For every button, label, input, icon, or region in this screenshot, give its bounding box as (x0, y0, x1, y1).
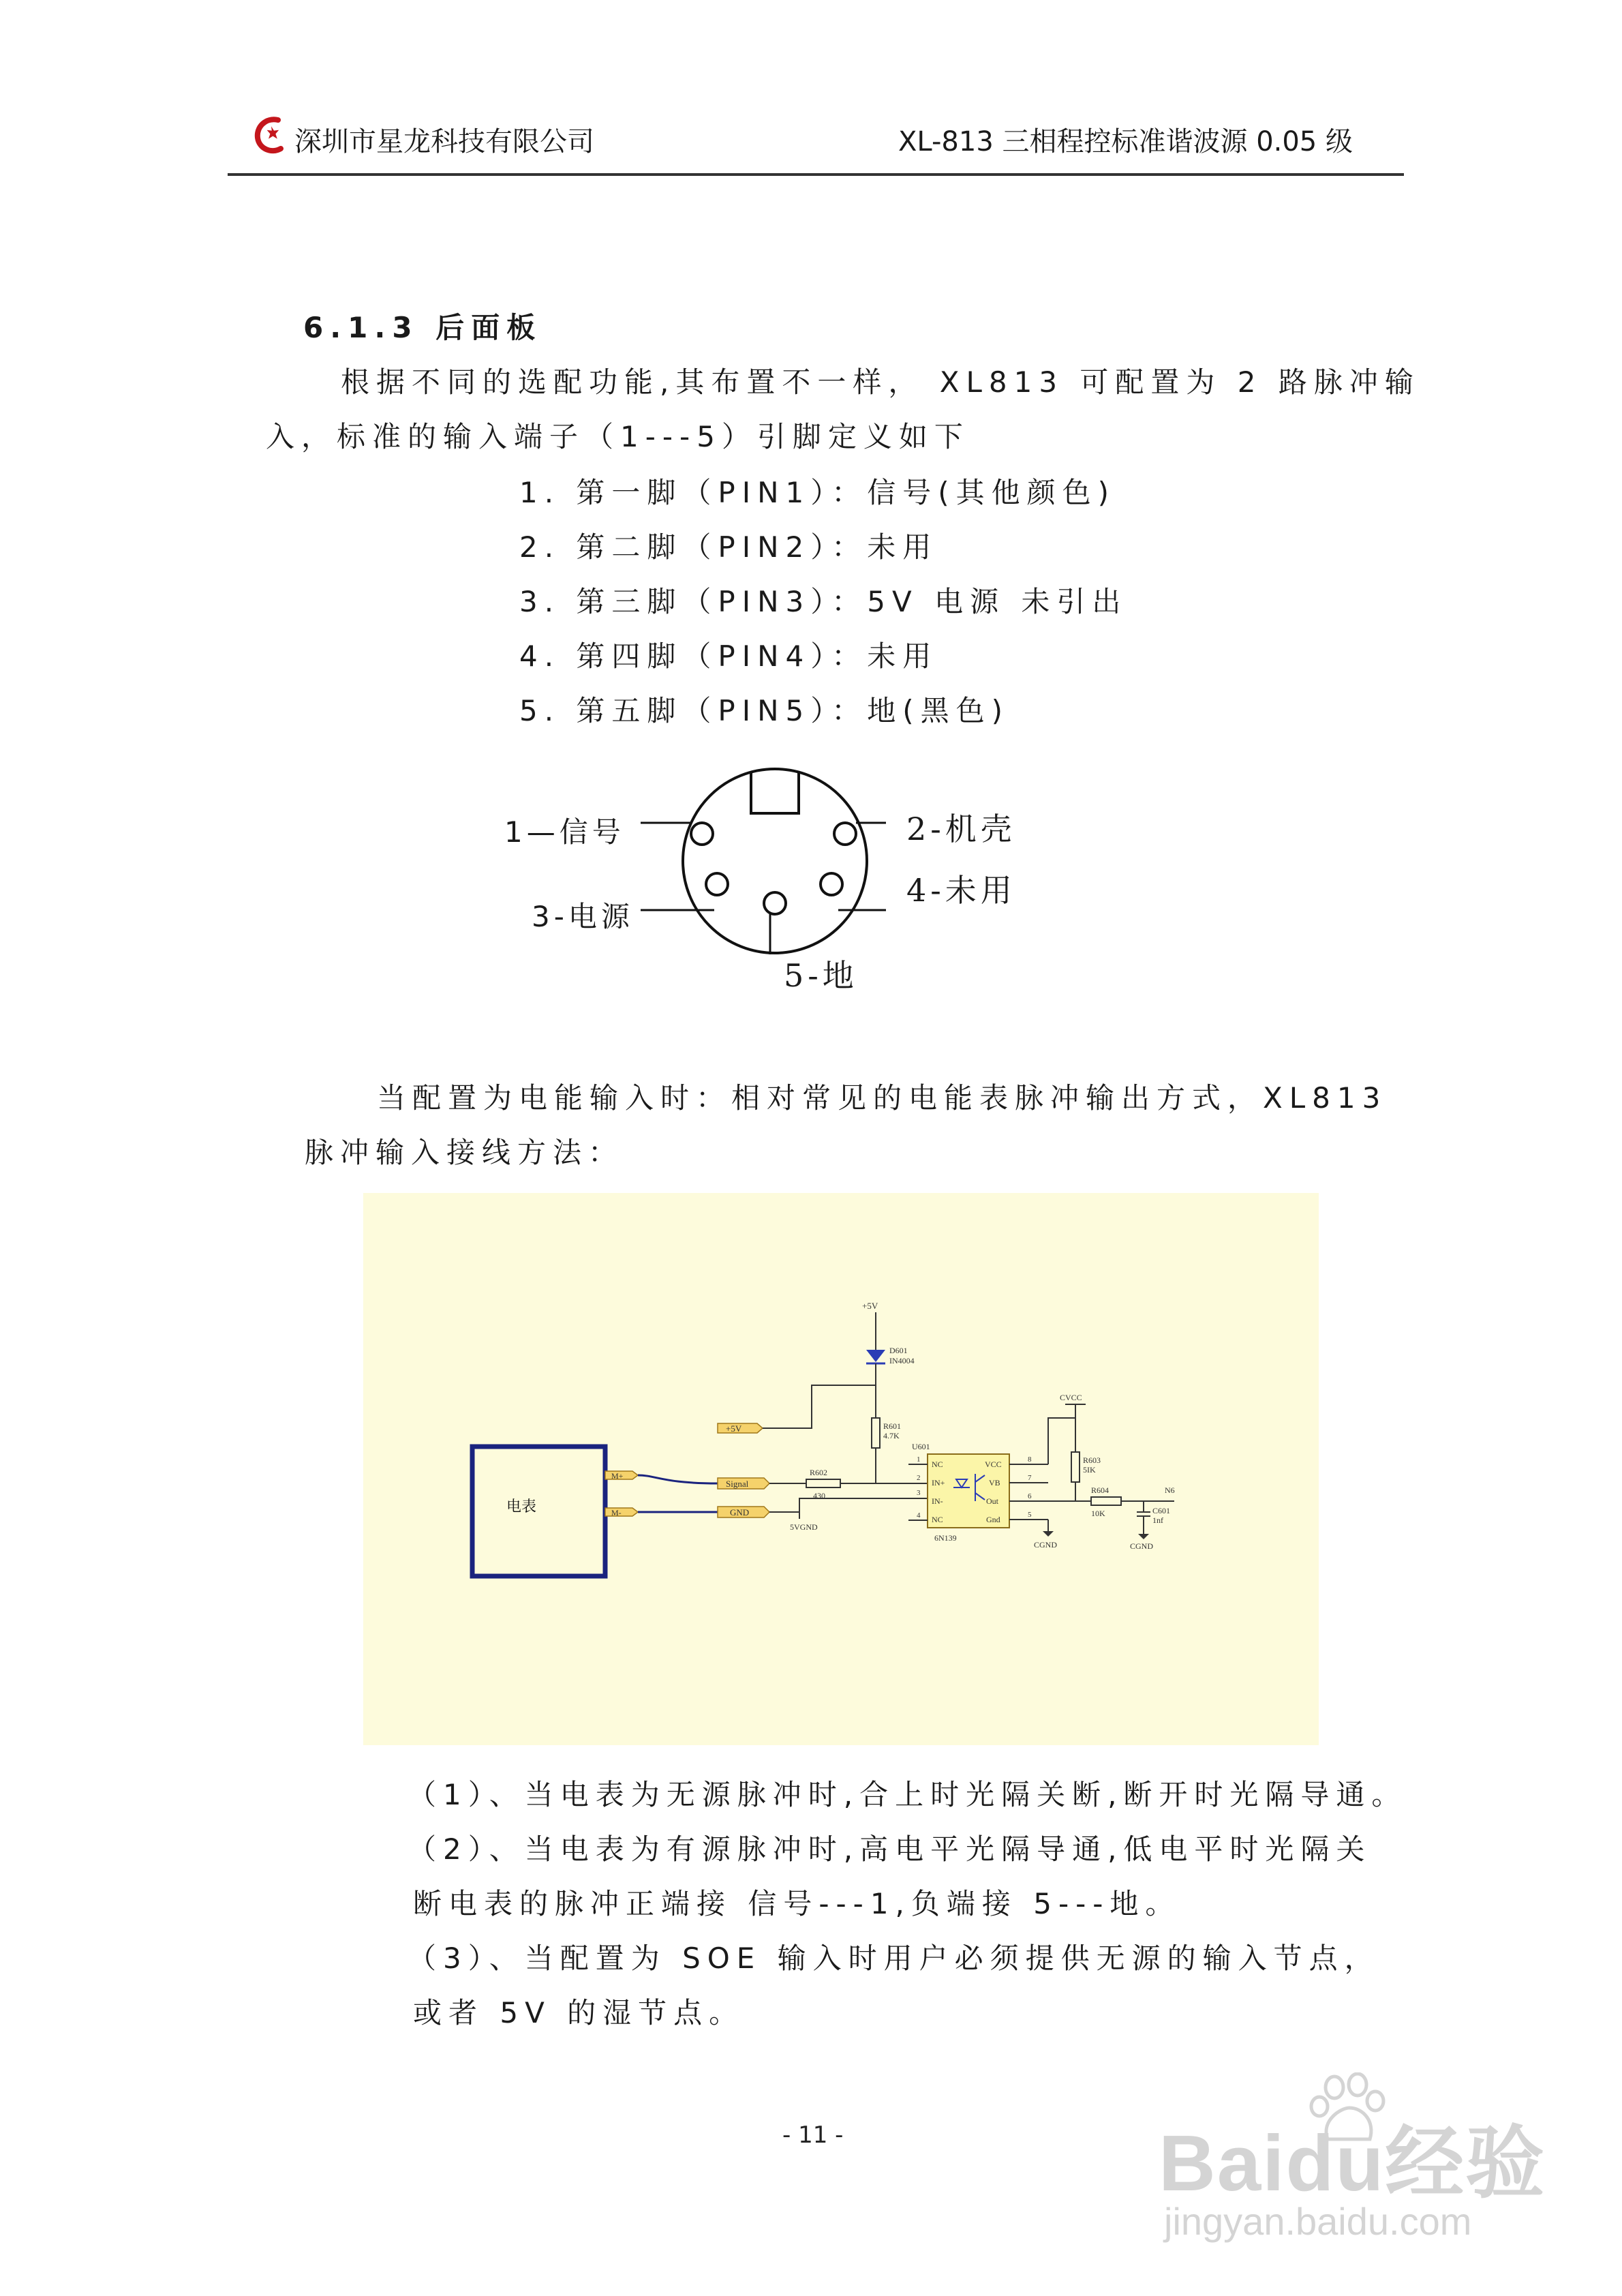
meter-box (472, 1447, 605, 1576)
svg-text:M+: M+ (611, 1471, 624, 1481)
intro-line-2: 入，标准的输入端子（1---5）引脚定义如下 (266, 420, 970, 453)
header-rule (228, 173, 1404, 176)
diode-d601 (866, 1350, 885, 1362)
note-1: （1）、当电表为无源脉冲时,合上时光隔关断,断开时光隔导通。 (408, 1778, 1407, 1811)
conn-label-5: 5-地 (784, 957, 858, 994)
svg-text:IN4004: IN4004 (889, 1356, 915, 1365)
svg-text:4.7K: 4.7K (883, 1431, 900, 1440)
resistor-r603 (1071, 1452, 1080, 1482)
svg-text:Signal: Signal (726, 1479, 749, 1489)
svg-text:R603: R603 (1083, 1455, 1101, 1465)
note-3-line-1: （3）、当配置为 SOE 输入时用户必须提供无源的输入节点， (408, 1942, 1380, 1975)
pin-hole-1 (691, 823, 713, 845)
pin-3: 3. 第三脚（PIN3）：5V 电源 未引出 (519, 585, 1128, 618)
pin-2: 2. 第二脚（PIN2）：未用 (519, 530, 938, 564)
svg-text:8: 8 (1028, 1455, 1032, 1464)
svg-text:CGND: CGND (1034, 1540, 1058, 1550)
wire-signal (638, 1475, 718, 1483)
svg-text:4: 4 (917, 1511, 921, 1520)
svg-text:+5V: +5V (726, 1423, 742, 1434)
watermark-url: jingyan.baidu.com (1164, 2200, 1472, 2243)
resistor-r602 (806, 1479, 840, 1487)
svg-text:D601: D601 (889, 1346, 908, 1355)
svg-text:5VGND: 5VGND (790, 1522, 818, 1532)
svg-text:GND: GND (730, 1507, 750, 1517)
circuit-schematic (363, 1193, 1319, 1745)
note-2-line-1: （2）、当电表为有源脉冲时,高电平光隔导通,低电平时光隔关 (408, 1832, 1372, 1866)
svg-text:NC: NC (932, 1460, 943, 1469)
svg-text:7: 7 (1028, 1474, 1032, 1482)
svg-text:R601: R601 (883, 1421, 902, 1431)
watermark-brand: Baidu经验 (1159, 2119, 1546, 2207)
header-product: XL-813 三相程控标准谐波源 0.05 级 (898, 126, 1353, 157)
meter-label: 电表 (506, 1498, 537, 1515)
pin-hole-2 (834, 823, 856, 845)
svg-text:IN-: IN- (932, 1496, 943, 1506)
note-2-line-2: 断电表的脉冲正端接 信号---1,负端接 5---地。 (413, 1887, 1181, 1920)
svg-text:M-: M- (611, 1508, 622, 1517)
svg-text:VB: VB (989, 1478, 1000, 1487)
pin-5: 5. 第五脚（PIN5）：地(黑色) (519, 694, 1010, 727)
svg-text:10K: 10K (1091, 1509, 1105, 1518)
svg-text:1: 1 (917, 1455, 921, 1464)
svg-text:Out: Out (986, 1496, 998, 1506)
company-logo (254, 115, 288, 157)
conn-label-2: 2-机壳 (906, 811, 1016, 847)
svg-text:CVCC: CVCC (1060, 1393, 1082, 1402)
svg-text:2: 2 (917, 1474, 921, 1482)
conn-label-4: 4-未用 (906, 872, 1016, 909)
connector-body (683, 769, 867, 953)
conn-label-1: 1—信号 (504, 815, 625, 849)
energy-line-2: 脉冲输入接线方法： (305, 1136, 624, 1169)
note-3-line-2: 或者 5V 的湿节点。 (413, 1996, 745, 2029)
svg-text:U601: U601 (912, 1442, 930, 1451)
svg-text:R604: R604 (1091, 1485, 1110, 1495)
resistor-r604 (1091, 1497, 1121, 1505)
svg-text:N6: N6 (1165, 1485, 1175, 1495)
pin-1: 1. 第一脚（PIN1）：信号(其他颜色) (519, 476, 1116, 509)
svg-text:VCC: VCC (985, 1460, 1002, 1469)
svg-text:C601: C601 (1152, 1506, 1171, 1515)
svg-text:5IK: 5IK (1083, 1465, 1096, 1475)
svg-text:IN+: IN+ (932, 1478, 945, 1487)
mminus-tag (605, 1508, 638, 1516)
pin-4: 4. 第四脚（PIN4）：未用 (519, 639, 938, 673)
svg-text:NC: NC (932, 1515, 943, 1524)
svg-text:+5V: +5V (862, 1301, 878, 1311)
connector-key (751, 772, 799, 813)
svg-text:430: 430 (813, 1491, 825, 1500)
svg-text:6N139: 6N139 (934, 1533, 957, 1543)
header-company: 深圳市星龙科技有限公司 (294, 126, 594, 157)
svg-text:5: 5 (1028, 1511, 1032, 1519)
svg-text:R602: R602 (810, 1468, 828, 1477)
svg-text:3: 3 (917, 1489, 921, 1497)
pin-hole-5 (764, 892, 786, 914)
pin-hole-4 (821, 873, 842, 895)
pin-hole-3 (706, 873, 728, 895)
svg-text:Gnd: Gnd (986, 1515, 1000, 1524)
section-heading: 6.1.3 后面板 (303, 311, 542, 344)
energy-line-1: 当配置为电能输入时：相对常见的电能表脉冲输出方式，XL813 (377, 1081, 1388, 1115)
page-number: - 11 - (782, 2121, 844, 2149)
conn-label-3: 3-电源 (532, 900, 634, 933)
svg-text:6: 6 (1028, 1492, 1032, 1500)
resistor-r601 (872, 1418, 880, 1448)
svg-text:CGND: CGND (1130, 1541, 1154, 1551)
intro-line-1: 根据不同的选配功能,其布置不一样， XL813 可配置为 2 路脉冲输 (341, 365, 1420, 399)
svg-text:1nf: 1nf (1152, 1515, 1163, 1525)
